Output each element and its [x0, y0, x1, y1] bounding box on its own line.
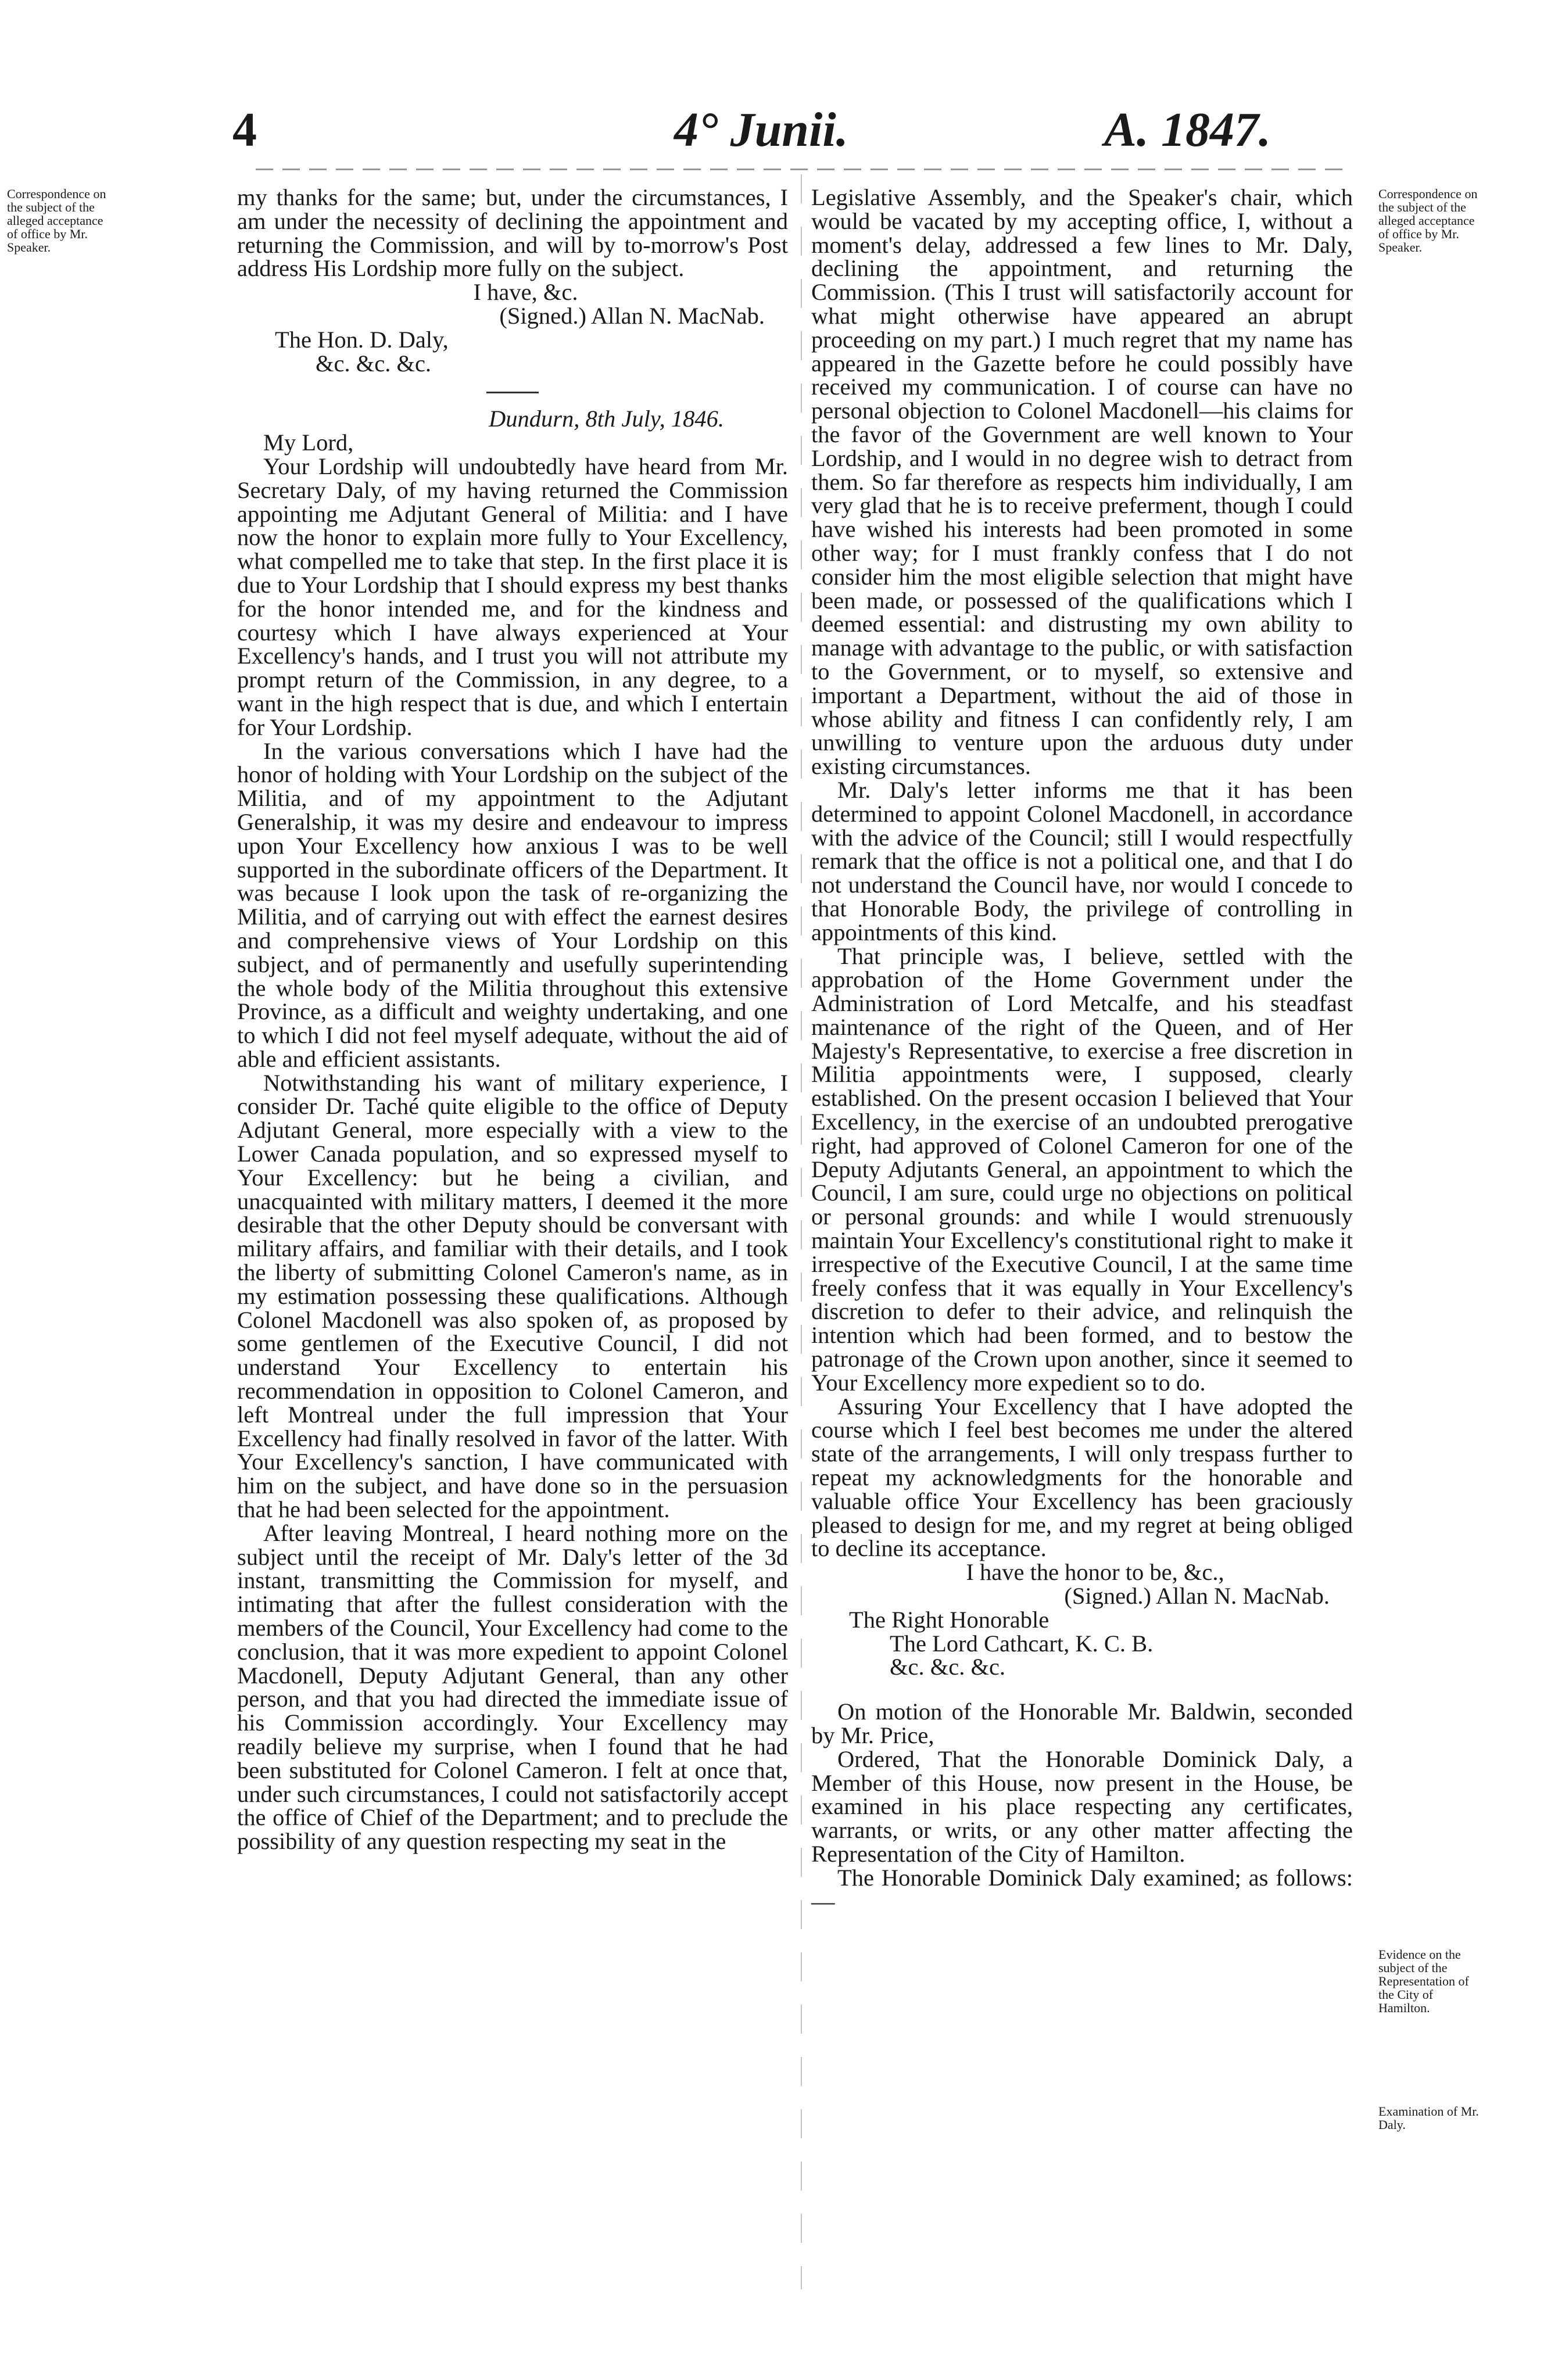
column-divider: [801, 174, 802, 2289]
section-rule: [486, 392, 539, 393]
salutation: My Lord,: [263, 429, 354, 456]
letter-dateline: Dundurn, 8th July, 1846.: [489, 406, 724, 432]
signature: (Signed.) Allan N. MacNab.: [1064, 1583, 1330, 1610]
addressee-line: &c. &c. &c.: [316, 350, 432, 377]
paragraph: That principle was, I believe, settled with the approbation of the Home Government under the Administration of Lord Metcalfe, and his steadfast maintenance of the right of the Queen, and of Her Majesty's Representative, to exercise a free discretion in Militia appointments were, I supposed, clearly established. On the present occasion I believed that Your Excellency, in the exercise of an undoubted prerogative right, had approved of Colonel Cameron for one of the Deputy Adjutants General, an appointment to which the Council, I am sure, could urge no objections on political or personal grounds: and while I would strenuously maintain Your Excellency's constitutional right to make it irrespective of the Executive Council, I at the same time freely confess that it was equally in Your Excellency's discretion to defer to their advice, and relinquish the intention which had been formed, and to bestow the patronage of the Crown upon another, since it seemed to Your Excellency more expedient so to do.: [811, 942, 1353, 1396]
addressee-line: The Right Honorable: [849, 1606, 1049, 1633]
marginal-note-left: Correspondence on the subject of the alleged acceptance of office by Mr. Speaker.: [7, 187, 106, 255]
addressee-line: The Lord Cathcart, K. C. B.: [890, 1630, 1154, 1657]
paragraph: my thanks for the same; but, under the circumstances, I am under the necessity of declining the appointment and returning the Commission, and will by to-morrow's Post address His Lordship more fully on the subject.: [237, 184, 788, 282]
paragraph: In the various conversations which I have had the honor of holding with Your Lordship on the subject of the Militia, and of my appointment to the Adjutant Generalship, it was my desire and endeavour to impress upon Your Excellency how anxious I was to be well supported in the subordinate officers of the Department. It was because I look upon the task of re-organizing the Militia, and of carrying out with effect the earnest desires and comprehensive views of Your Lordship on this subject, and of permanently and usefully superintending the whole body of the Militia throughout this extensive Province, as a difficult and weighty undertaking, and one to which I did not feel myself adequate, without the aid of able and efficient assistants.: [237, 737, 788, 1072]
page-header: [0, 102, 1551, 166]
header-year: A. 1847.: [1104, 103, 1271, 157]
closing: I have the honor to be, &c.,: [966, 1559, 1224, 1586]
paragraph: Notwithstanding his want of military experience, I consider Dr. Taché quite eligible to the office of Deputy Adjutant General, more especially with a view to the Lower Canada population, and so expressed myself to Your Excellency: but he being a civilian, and unacquainted with military matters, I deemed it the more desirable that the other Deputy should be conversant with military affairs, and familiar with their details, and I took the liberty of submitting Colonel Cameron's name, as in my estimation possessing these qualifications. Although Colonel Macdonell was also spoken of, as proposed by some gentlemen of the Executive Council, I did not understand Your Excellency to entertain his recommendation in opposition to Colonel Cameron, and left Montreal under the full impression that Your Excellency had finally resolved in favor of the latter. With Your Excellency's sanction, I have communicated with him on the subject, and have done so in the persuasion that he had been selected for the appointment.: [237, 1069, 788, 1523]
paragraph: Mr. Daly's letter informs me that it has been determined to appoint Colonel Macdonell, in accordance with the advice of the Council; still I would respectfully remark that the office is not a political one, and that I do not understand the Council have, nor would I concede to that Honorable Body, the privilege of controlling in appointments of this kind.: [811, 776, 1353, 945]
addressee-line: The Hon. D. Daly,: [275, 326, 449, 353]
page-number: 4: [232, 103, 257, 157]
marginal-note-right-1: Correspondence on the subject of the alleged acceptance of office by Mr. Speaker.: [1378, 187, 1478, 255]
header-rule: [256, 169, 1348, 170]
paragraph: Ordered, That the Honorable Dominick Daly, a Member of this House, now present in the House, be examined in his place respecting any certificates, warrants, or writs, or any other matter affecting the Representation of the City of Hamilton.: [811, 1745, 1353, 1867]
paragraph: On motion of the Honorable Mr. Baldwin, seconded by Mr. Price,: [811, 1698, 1353, 1748]
paragraph: The Honorable Dominick Daly examined; as follows:—: [811, 1864, 1353, 1915]
paragraph: Legislative Assembly, and the Speaker's chair, which would be vacated by my accepting office, I, without a moment's delay, addressed a few lines to Mr. Daly, declining the appointment, and returning the Commission. (This I trust will satisfactorily account for what might otherwise have appeared an abrupt proceeding on my part.) I much regret that my name has appeared in the Gazette before he could possibly have received my communication. I of course can have no personal objection to Colonel Macdonell—his claims for the favor of the Government are well known to Your Lordship, and I would in no degree wish to detract from them. So far therefore as respects him individually, I am very glad that he is to receive preferment, though I could have wished his interests had been promoted in some other way; for I must frankly confess that I do not consider him the most eligible selection that might have been made, or possessed of the qualifications which I deemed essential: and distrusting my own ability to manage with advantage to the public, or with satisfaction to the Government, or to myself, so extensive and important a Department, without the aid of those in whose ability and fitness I can confidently rely, I am unwilling to venture upon the arduous duty under existing circumstances.: [811, 184, 1353, 780]
right-column: [811, 186, 1353, 1913]
header-date: 4° Junii.: [674, 103, 848, 157]
left-column: [237, 186, 788, 1854]
paragraph: Assuring Your Excellency that I have adopted the course which I feel best becomes me under the altered state of the arrangements, I will only trespass further to repeat my acknowledgments for the honorable and valuable office Your Excellency has been graciously pleased to design for me, and my regret at being obliged to decline its acceptance.: [811, 1393, 1353, 1562]
addressee-line: &c. &c. &c.: [890, 1654, 1006, 1680]
signature: (Signed.) Allan N. MacNab.: [499, 302, 765, 329]
closing: I have, &c.: [473, 279, 578, 306]
marginal-note-right-2: Evidence on the subject of the Representation of the City of Hamilton.: [1378, 1947, 1469, 2015]
marginal-note-right-3: Examination of Mr. Daly.: [1378, 2104, 1479, 2132]
spacer: [811, 1679, 1353, 1700]
paragraph: After leaving Montreal, I heard nothing more on the subject until the receipt of Mr. Daly's letter of the 3d instant, transmitting the Commission for myself, and intimating that after the fullest consideration with the members of the Council, Your Excellency had come to the conclusion, that it was more expedient to appoint Colonel Macdonell, Deputy Adjutant General, than any other person, and that you had directed the immediate issue of his Commission accordingly. Your Excellency may readily believe my surprise, when I found that he had been substituted for Colonel Cameron. I felt at once that, under such circumstances, I could not satisfactorily accept the office of Chief of the Department; and to preclude the possibility of any question respecting my seat in the: [237, 1519, 788, 1855]
paragraph: Your Lordship will undoubtedly have heard from Mr. Secretary Daly, of my having returned the Commission appointing me Adjutant General of Militia: and I have now the honor to explain more fully to Your Excellency, what compelled me to take that step. In the first place it is due to Your Lordship that I should express my best thanks for the honor intended me, and for the kindness and courtesy which I have always experienced at Your Excellency's hands, and I trust you will not attribute my prompt return of the Commission, in any degree, to a want in the high respect that is due, and which I entertain for Your Lordship.: [237, 453, 788, 740]
